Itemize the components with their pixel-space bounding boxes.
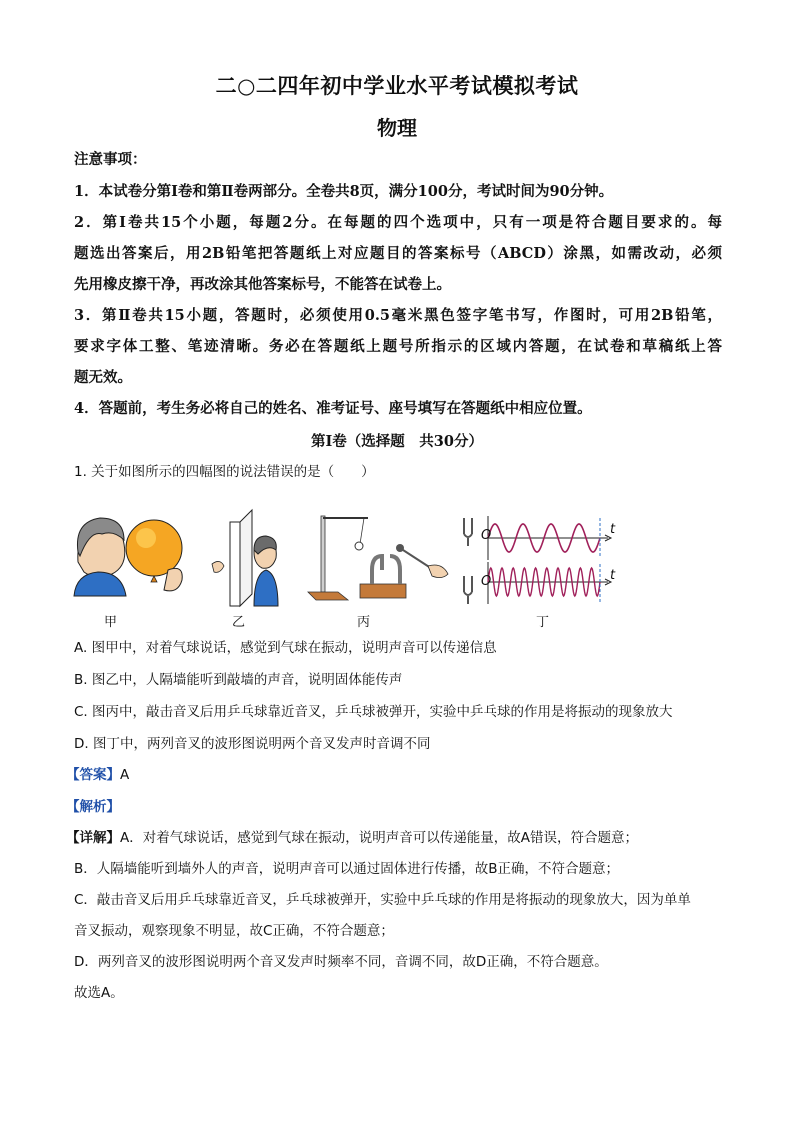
wave1-origin-label: O	[481, 528, 492, 543]
option-d: D. 图丁中，两列音叉的波形图说明两个音叉发声时音调不同	[74, 736, 431, 752]
note-item-3-line-3: 题无效。	[74, 369, 132, 386]
wave-high-frequency	[488, 568, 600, 596]
subject-title: 物理	[377, 116, 417, 140]
exam-title: 二○二四年初中学业水平考试模拟考试	[215, 73, 579, 98]
option-c: C. 图丙中，敲击音叉后用乒乓球靠近音叉，乒乓球被弹开，实验中乒乓球的作用是将振动的现象放大	[74, 704, 673, 720]
figure-bing-tuning-fork-stand	[308, 516, 448, 600]
analysis-tag: 【解析】	[66, 799, 120, 815]
wave1-time-label: t	[610, 522, 616, 537]
answer-tag: 【答案】	[66, 767, 120, 783]
detail-tag: 【详解】	[66, 830, 120, 846]
figure-caption-ding: 丁	[536, 615, 550, 630]
analysis-line	[66, 797, 120, 817]
note-item-3-line-2: 要求字体工整、笔迹清晰。务必在答题纸上题号所指示的区域内答题，在试卷和草稿纸上答	[74, 338, 722, 355]
note-item-1: 1．本试卷分第Ⅰ卷和第Ⅱ卷两部分。全卷共8页，满分100分，考试时间为90分钟。	[74, 183, 614, 200]
notes-heading: 注意事项：	[74, 151, 147, 168]
option-a: A. 图甲中，对着气球说话，感觉到气球在振动，说明声音可以传递信息	[74, 640, 497, 656]
figure-caption-jia: 甲	[104, 615, 118, 630]
detail-c-line-1: C．敲击音叉后用乒乓球靠近音叉，乒乓球被弹开，实验中乒乓球的作用是将振动的现象放大，因为单单	[74, 892, 691, 908]
question-stem: 1. 关于如图所示的四幅图的说法错误的是（ ）	[74, 464, 375, 480]
figure-caption-bing: 丙	[357, 615, 371, 630]
wave2-origin-label: O	[481, 574, 492, 589]
figure-jia-boy-balloon	[74, 518, 182, 596]
detail-d: D．两列音叉的波形图说明两个音叉发声时频率不同，音调不同，故D正确，不符合题意。	[74, 954, 608, 970]
answer-line	[66, 765, 129, 785]
detail-line-a	[66, 828, 638, 848]
question-figure	[68, 500, 628, 610]
detail-a: A．对着气球说话，感觉到气球在振动，说明声音可以传递能量，故A错误，符合题意；	[120, 830, 638, 846]
note-item-2-line-3: 先用橡皮擦干净，再改涂其他答案标号，不能答在试卷上。	[74, 276, 451, 293]
answer-value: A	[120, 767, 130, 783]
detail-c-line-2: 音叉振动，观察现象不明显，故C正确，不符合题意；	[74, 923, 394, 939]
figure-yi-wall-person	[212, 510, 278, 606]
option-b: B. 图乙中，人隔墙能听到敲墙的声音，说明固体能传声	[74, 672, 403, 688]
wave2-time-label: t	[610, 568, 616, 583]
note-item-2-line-1: 2．第Ⅰ卷共15个小题，每题2分。在每题的四个选项中，只有一项是符合题目要求的。每	[74, 214, 722, 231]
figure-caption-yi: 乙	[232, 615, 246, 630]
section-title: 第Ⅰ卷（选择题 共30分）	[311, 433, 483, 450]
note-item-4: 4．答题前，考生务必将自己的姓名、准考证号、座号填写在答题纸中相应位置。	[74, 400, 592, 417]
detail-b: B．人隔墙能听到墙外人的声音，说明声音可以通过固体进行传播，故B正确，不符合题意；	[74, 861, 620, 877]
note-item-2-line-2: 题选出答案后，用2B铅笔把答题纸上对应题目的答案标号（ABCD）涂黑，如需改动，必须	[74, 245, 722, 262]
conclusion: 故选A。	[74, 985, 124, 1001]
note-item-3-line-1: 3．第Ⅱ卷共15小题，答题时，必须使用0.5毫米黑色签字笔书写，作图时，可用2B铅笔，	[74, 307, 722, 324]
